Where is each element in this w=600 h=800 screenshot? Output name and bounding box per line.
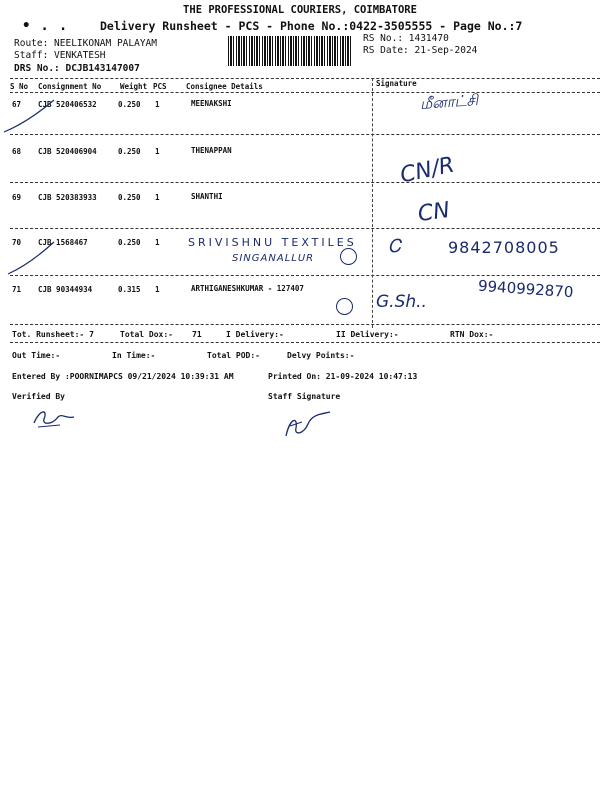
i-delivery: I Delivery:-: [226, 330, 284, 339]
row-consignment: CJB 1568467: [38, 238, 88, 247]
rs-number: RS No.: 1431470: [363, 33, 449, 44]
handwritten-signature: G.Sh..: [376, 292, 427, 312]
row-weight: 0.250: [118, 147, 141, 156]
stamp-circle: [336, 298, 353, 315]
divider: [10, 134, 600, 135]
staff-label: Staff: VENKATESH: [14, 50, 106, 61]
rtn-dox: RTN Dox:-: [450, 330, 494, 339]
divider: [10, 92, 600, 93]
staff-signature: [280, 408, 340, 443]
handwritten-phone: 9842708005: [448, 238, 560, 257]
col-consignment: Consignment No: [38, 82, 102, 91]
row-consignment: CJB 520406904: [38, 147, 97, 156]
handwritten-consignee: SRIVISHNU TEXTILES: [188, 236, 357, 249]
entered-by: Entered By :POORNIMAPCS 09/21/2024 10:39:31 AM: [12, 372, 234, 381]
ii-delivery: II Delivery:-: [336, 330, 399, 339]
signature-column-divider: [372, 78, 373, 328]
route-label: Route: NEELIKONAM PALAYAM: [14, 38, 157, 49]
row-sno: 69: [12, 193, 22, 202]
row-weight: 0.250: [118, 100, 141, 109]
row-weight: 0.315: [118, 285, 141, 294]
rs-date: RS Date: 21-Sep-2024: [363, 45, 478, 56]
handwritten-phone: 9940992870: [477, 276, 574, 302]
tick-marks: [0, 92, 60, 332]
row-consignment: CJB 520383933: [38, 193, 97, 202]
col-signature: Signature: [376, 79, 417, 88]
total-pod: Total POD:-: [207, 351, 260, 360]
drs-number: DRS No.: DCJB143147007: [14, 63, 140, 74]
row-sno: 71: [12, 285, 22, 294]
stamp-circle: [340, 248, 357, 265]
decorative-dots: •..: [22, 18, 78, 34]
divider: [10, 275, 600, 276]
row-weight: 0.250: [118, 238, 141, 247]
page-title: THE PROFESSIONAL COURIERS, COIMBATORE: [183, 4, 417, 16]
row-pcs: 1: [155, 193, 160, 202]
row-pcs: 1: [155, 238, 160, 247]
row-pcs: 1: [155, 147, 160, 156]
divider: [10, 342, 600, 343]
col-weight: Weight: [120, 82, 148, 91]
divider: [10, 182, 600, 183]
row-consignment: CJB 90344934: [38, 285, 93, 294]
row-consignee: MEENAKSHI: [191, 99, 232, 108]
verified-by: Verified By: [12, 392, 65, 401]
handwritten-signature: Ꮯ: [388, 236, 401, 257]
col-consignee: Consignee Details: [186, 82, 263, 91]
printed-on: Printed On: 21-09-2024 10:47:13: [268, 372, 418, 381]
row-pcs: 1: [155, 100, 160, 109]
row-weight: 0.250: [118, 193, 141, 202]
delvy-points: Delvy Points:-: [287, 351, 355, 360]
row-sno: 67: [12, 100, 22, 109]
verifier-signature: [30, 405, 80, 430]
col-sno: S No: [10, 82, 29, 91]
tot-runsheet: Tot. Runsheet:- 7: [12, 330, 94, 339]
divider: [10, 228, 600, 229]
row-sno: 70: [12, 238, 22, 247]
divider: [10, 324, 600, 325]
out-time: Out Time:-: [12, 351, 61, 360]
divider: [10, 78, 600, 79]
total-dox-label: Total Dox:-: [120, 330, 173, 339]
row-sno: 68: [12, 147, 22, 156]
col-pcs: PCS: [153, 82, 167, 91]
handwritten-signature: மீனாட்சி: [419, 90, 479, 114]
row-consignee: ARTHIGANESHKUMAR - 127407: [191, 284, 304, 293]
staff-signature-label: Staff Signature: [268, 392, 341, 401]
row-consignee: SHANTHI: [191, 192, 223, 201]
row-pcs: 1: [155, 285, 160, 294]
barcode: [228, 36, 352, 66]
handwritten-signature: CN/R: [397, 152, 457, 189]
row-consignee: THENAPPAN: [191, 146, 232, 155]
runsheet-subtitle: Delivery Runsheet - PCS - Phone No.:0422-3505555 - Page No.:7: [100, 19, 523, 33]
row-consignment: CJB 520406532: [38, 100, 97, 109]
in-time: In Time:-: [112, 351, 156, 360]
handwritten-consignee-area: SINGANALLUR: [232, 253, 315, 264]
handwritten-signature: CN: [416, 197, 452, 228]
total-dox-value: 71: [192, 330, 202, 339]
